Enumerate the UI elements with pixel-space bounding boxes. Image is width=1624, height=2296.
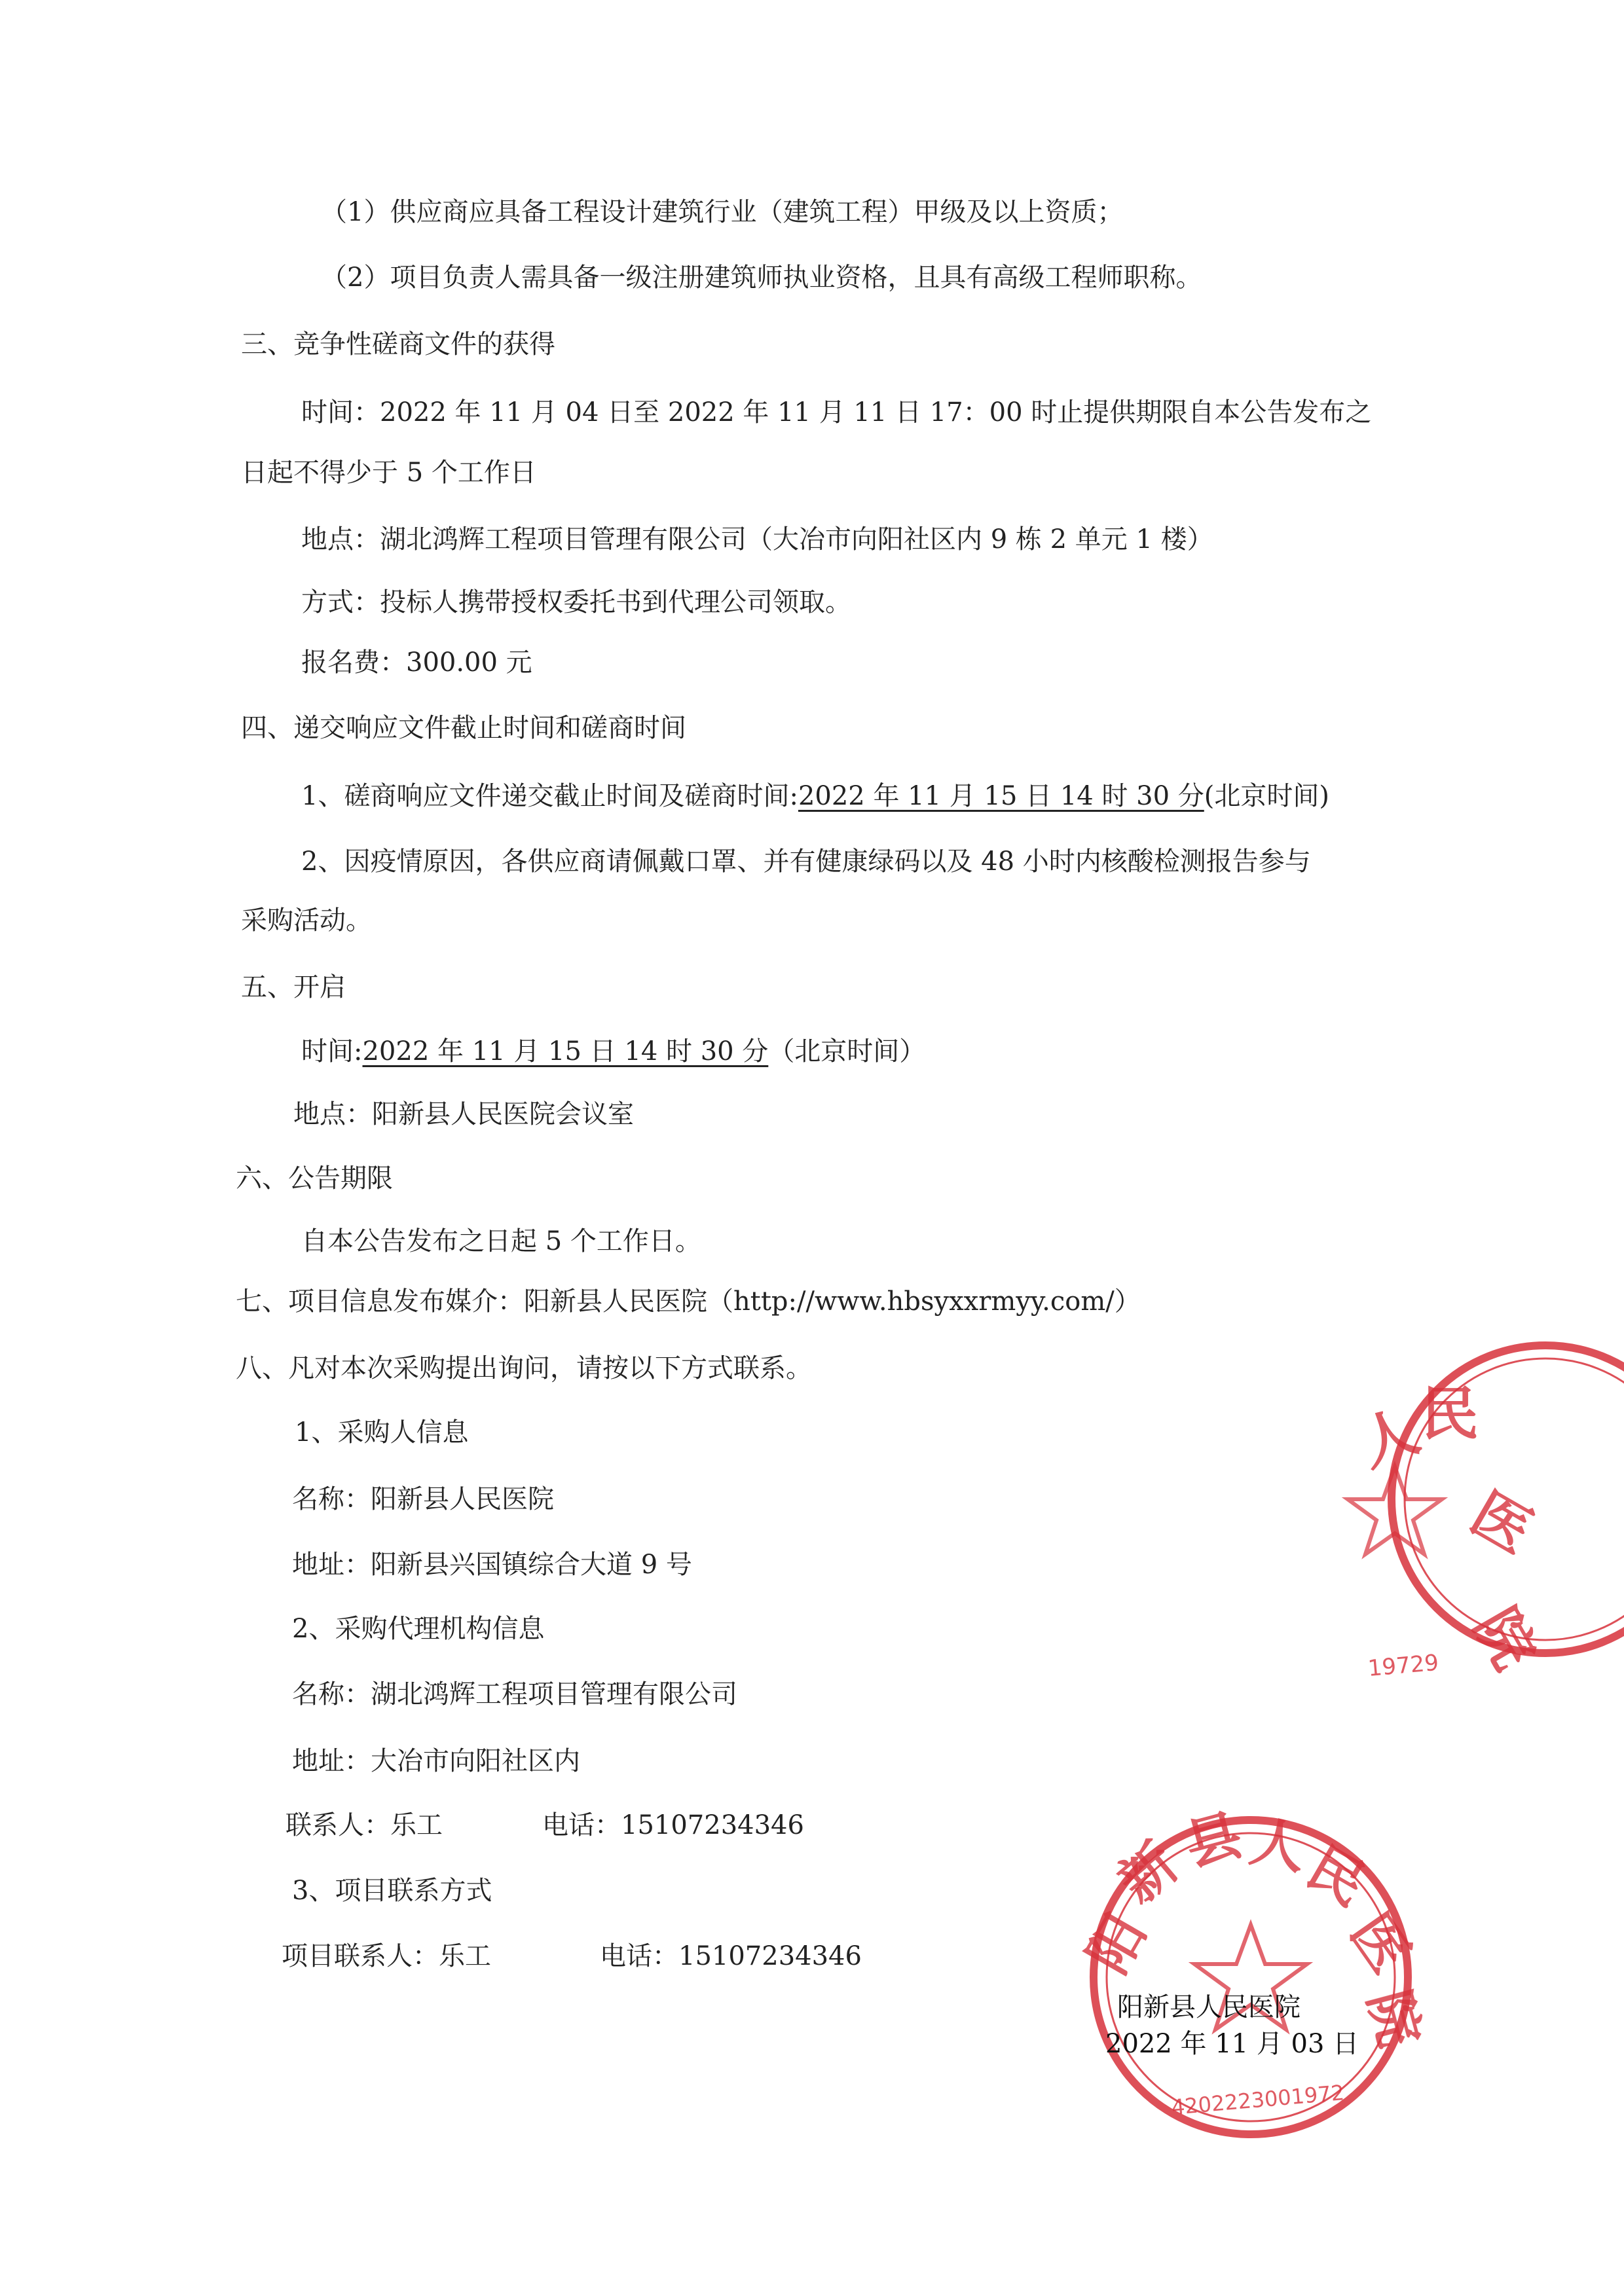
agency-address: 地址：大冶市向阳社区内 — [292, 1746, 580, 1776]
svg-text:阳: 阳 — [1075, 1903, 1159, 1984]
qualification-2: （2）项目负责人需具备一级注册建筑师执业资格，且具有高级工程师职称。 — [321, 263, 1202, 293]
project-phone: 电话：15107234346 — [600, 1941, 862, 1971]
section5-time-suffix: （北京时间） — [768, 1036, 926, 1066]
section3-time-line1: 时间：2022 年 11 月 04 日至 2022 年 11 月 11 日 17：00 时止提供期限自本公告发布之 — [301, 397, 1372, 428]
section5-time — [301, 1034, 925, 1068]
svg-text:县: 县 — [1178, 1801, 1249, 1879]
project-contact: 项目联系人：乐工 — [282, 1941, 491, 1971]
agency-phone: 电话：15107234346 — [542, 1810, 804, 1840]
svg-text:新: 新 — [1106, 1830, 1190, 1916]
section4-item1 — [301, 779, 1329, 813]
svg-text:医: 医 — [1338, 1901, 1423, 1984]
section5-time-date: 2022 年 11 月 15 日 14 时 30 分 — [362, 1036, 769, 1066]
svg-text:人: 人 — [1245, 1808, 1311, 1882]
signature-org: 阳新县人民医院 — [1117, 1992, 1301, 2022]
section3-fee: 报名费：300.00 元 — [301, 647, 532, 678]
section4-item1-date: 2022 年 11 月 15 日 14 时 30 分 — [798, 781, 1204, 811]
agency-heading: 2、采购代理机构信息 — [292, 1614, 545, 1644]
svg-text:院: 院 — [1356, 1983, 1433, 2054]
section8-heading: 八、凡对本次采购提出询问，请按以下方式联系。 — [236, 1353, 812, 1383]
svg-text:院: 院 — [1461, 1596, 1549, 1681]
section4-item1-suffix: (北京时间) — [1204, 781, 1329, 811]
agency-contact: 联系人：乐工 — [286, 1810, 443, 1840]
section3-method: 方式：投标人携带授权委托书到代理公司领取。 — [301, 587, 851, 617]
svg-text:人: 人 — [1350, 1395, 1428, 1480]
section3-place: 地点：湖北鸿辉工程项目管理有限公司（大冶市向阳社区内 9 栋 2 单元 1 楼） — [301, 524, 1213, 555]
section4-item2-line1: 2、因疫情原因，各供应商请佩戴口罩、并有健康绿码以及 48 小时内核酸检测报告参与 — [301, 847, 1311, 877]
qualification-1: （1）供应商应具备工程设计建筑行业（建筑工程）甲级及以上资质； — [321, 197, 1124, 227]
section3-heading: 三、竞争性磋商文件的获得 — [241, 329, 555, 359]
section5-heading: 五、开启 — [241, 972, 346, 1002]
hospital-seal-bottom — [1075, 1801, 1433, 2147]
section4-heading: 四、递交响应文件截止时间和磋商时间 — [241, 713, 686, 743]
svg-text:4202223001972: 4202223001972 — [1170, 2080, 1346, 2120]
section5-place: 地点：阳新县人民医院会议室 — [293, 1099, 634, 1129]
section4-item2-line2: 采购活动。 — [241, 905, 372, 936]
purchaser-name: 名称：阳新县人民医院 — [292, 1484, 554, 1514]
svg-text:医: 医 — [1460, 1478, 1544, 1567]
signature-date: 2022 年 11 月 03 日 — [1105, 2029, 1359, 2059]
section6-body: 自本公告发布之日起 5 个工作日。 — [301, 1226, 701, 1256]
svg-text:民: 民 — [1421, 1379, 1479, 1448]
agency-name: 名称：湖北鸿辉工程项目管理有限公司 — [292, 1679, 737, 1709]
hospital-seal-top — [1329, 1336, 1624, 1702]
svg-text:19729: 19729 — [1367, 1649, 1440, 1682]
section3-time-line2: 日起不得少于 5 个工作日 — [241, 458, 536, 488]
section5-time-prefix: 时间: — [301, 1036, 363, 1066]
purchaser-heading: 1、采购人信息 — [295, 1417, 469, 1448]
section6-heading: 六、公告期限 — [236, 1163, 393, 1194]
section7-media: 七、项目信息发布媒介：阳新县人民医院（http://www.hbsyxxrmyy.com/） — [236, 1286, 1141, 1317]
section4-item1-prefix: 1、磋商响应文件递交截止时间及磋商时间: — [301, 781, 798, 811]
project-contact-heading: 3、项目联系方式 — [292, 1876, 492, 1906]
svg-text:民: 民 — [1297, 1834, 1377, 1918]
purchaser-address: 地址：阳新县兴国镇综合大道 9 号 — [292, 1550, 692, 1580]
